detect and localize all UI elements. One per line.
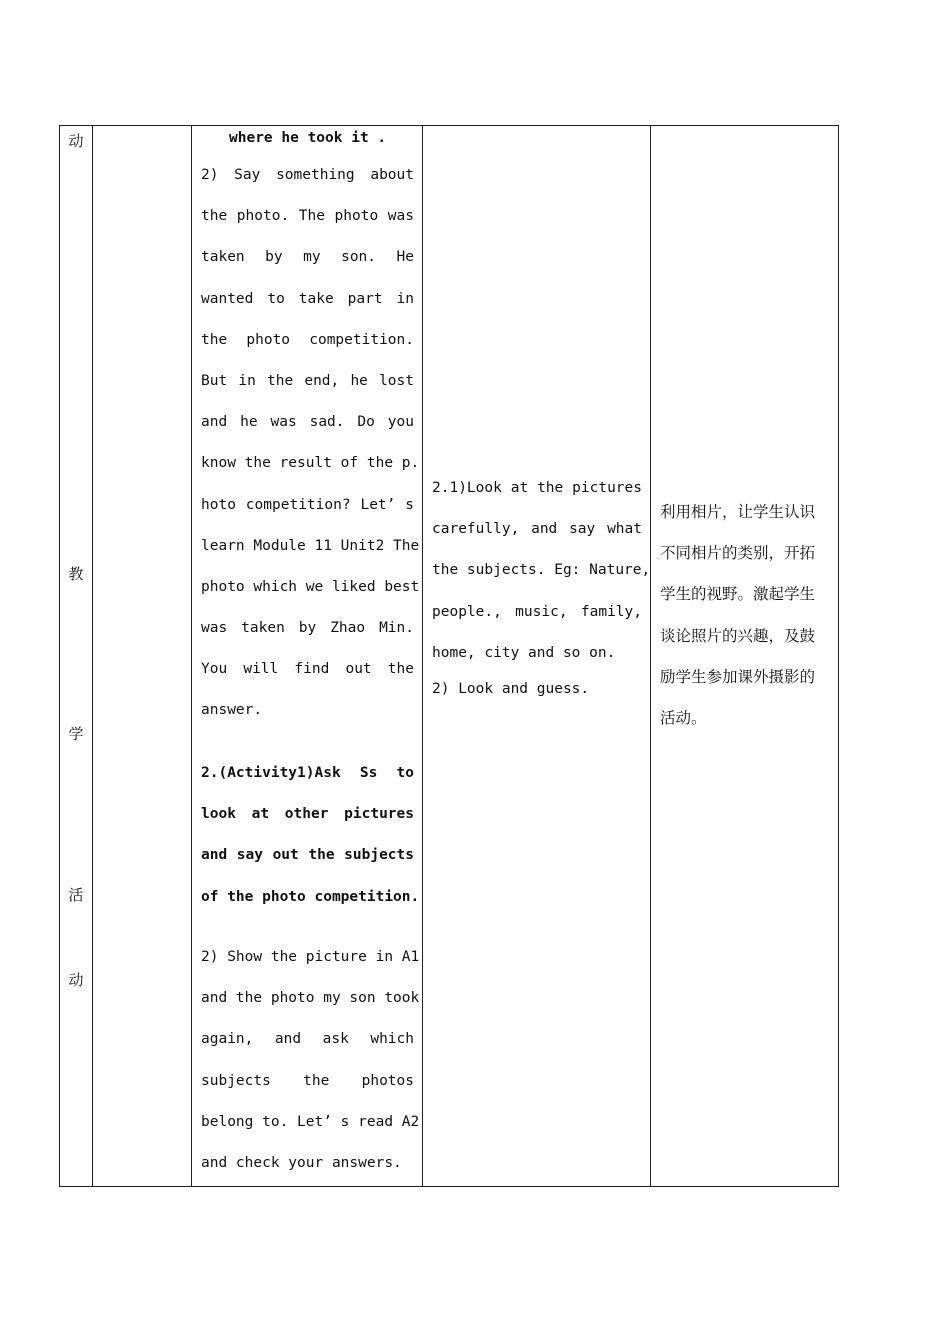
lesson-table: [59, 125, 839, 1187]
text-line: photo which we liked best: [201, 578, 420, 595]
text-line: wanted to take part in: [201, 290, 414, 307]
text-line: 2) Look and guess.: [432, 680, 590, 697]
text-line: But in the end, he lost: [201, 372, 414, 389]
text-line: 2.1)Look at the pictures: [432, 480, 642, 496]
text-line: was taken by Zhao Min.: [201, 620, 414, 637]
text-line: know the result of the p.: [201, 455, 420, 472]
text-line: belong to. Let’ s read A2: [201, 1113, 420, 1130]
text-line: learn Module 11 Unit2 The: [201, 537, 420, 554]
side-label: 学: [68, 725, 84, 743]
teacher-activity-para-3: [201, 947, 420, 1194]
teacher-activity-para-2: [201, 763, 420, 928]
side-label: 教: [68, 565, 84, 583]
side-label: 动: [68, 132, 84, 150]
side-label: 动: [68, 971, 84, 989]
side-label: 活: [68, 886, 84, 904]
column-divider: [92, 126, 93, 1186]
design-intent-text: [660, 502, 832, 749]
text-line: 励学生参加课外摄影的: [660, 667, 816, 686]
text-line: the photo competition.: [201, 331, 414, 348]
text-line: people., music, family,: [432, 603, 642, 620]
teacher-activity-para-1: [201, 165, 420, 742]
text-line: 2) Say something about: [201, 167, 414, 183]
text-line: 活动。: [660, 708, 707, 727]
text-line: and check your answers.: [201, 1154, 402, 1171]
teacher-activity-heading: where he took it .: [229, 130, 387, 146]
column-divider: [650, 126, 651, 1186]
student-activity-text: [432, 478, 651, 720]
text-line: 不同相片的类别，开拓: [660, 544, 816, 563]
text-line: and say out the subjects: [201, 847, 414, 864]
text-line: carefully, and say what: [432, 521, 642, 538]
text-line: answer.: [201, 702, 263, 719]
text-line: 谈论照片的兴趣，及鼓: [660, 626, 816, 645]
text-line: the photo. The photo was: [201, 208, 414, 225]
text-line: 2) Show the picture in A1: [201, 949, 420, 965]
text-line: hoto competition? Let’ s: [201, 496, 414, 513]
text-line: 利用相片，让学生认识: [660, 503, 816, 521]
text-line: 学生的视野。激起学生: [660, 585, 816, 604]
text-line: and he was sad. Do you: [201, 414, 414, 431]
text-line: taken by my son. He: [201, 249, 414, 266]
text-line: look at other pictures: [201, 806, 414, 823]
text-line: You will find out the: [201, 661, 414, 678]
column-divider: [422, 126, 423, 1186]
text-line: 2.(Activity1)Ask Ss to: [201, 765, 414, 781]
text-line: home, city and so on.: [432, 644, 616, 661]
text-line: of the photo competition.: [201, 888, 420, 905]
text-line: subjects the photos: [201, 1072, 414, 1089]
text-line: the subjects. Eg: Nature,: [432, 562, 651, 579]
text-line: again, and ask which: [201, 1031, 414, 1048]
column-divider: [191, 126, 192, 1186]
text-line: and the photo my son took: [201, 990, 420, 1007]
